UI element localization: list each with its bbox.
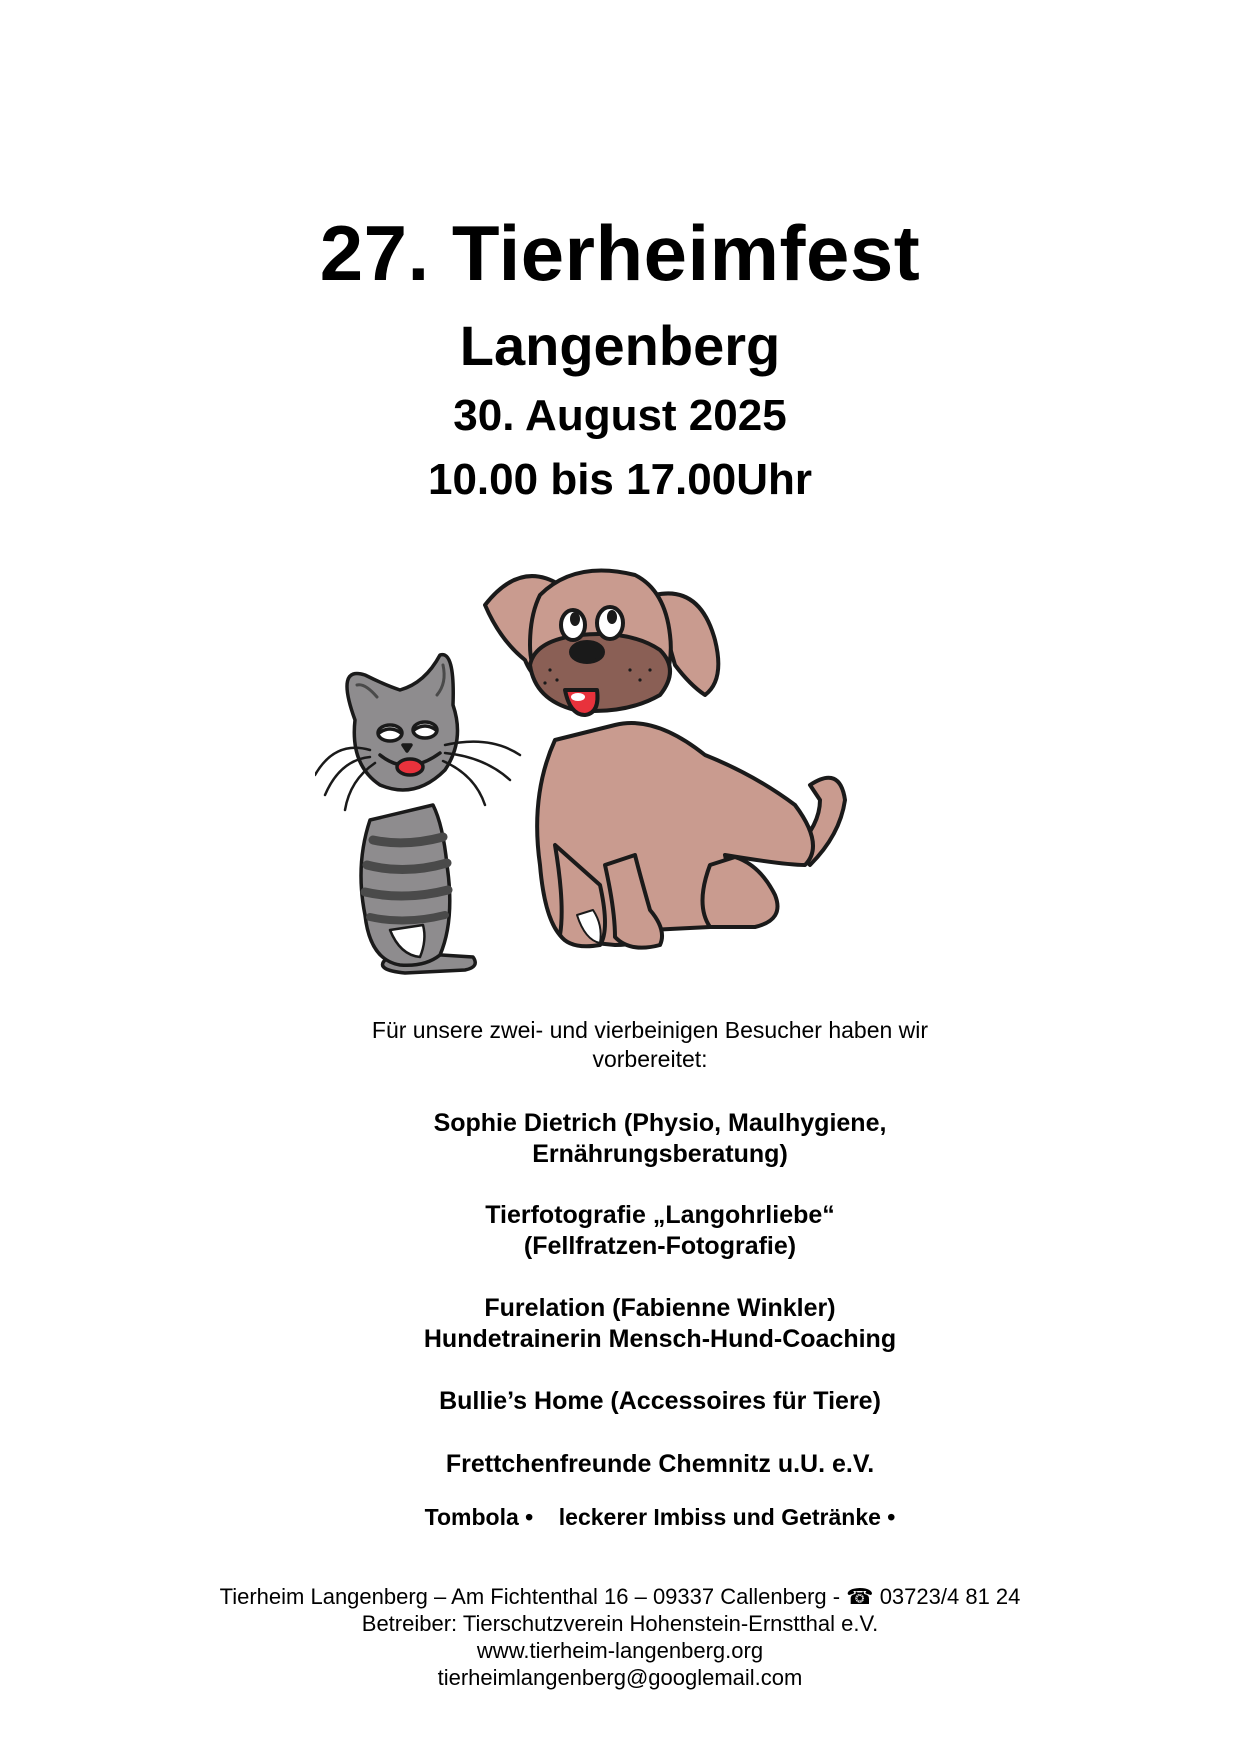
program-item	[220, 1293, 1100, 1355]
intro-line: vorbereitet:	[592, 1046, 708, 1072]
extras-line: Tombola • leckerer Imbiss und Getränke •	[424, 1504, 896, 1530]
cat-and-dog-illustration	[315, 565, 925, 985]
program-item-line: Furelation (Fabienne Winkler)	[484, 1294, 836, 1322]
program-item	[220, 1449, 1100, 1480]
intro-text	[320, 1016, 980, 1074]
program-item	[220, 1200, 1100, 1262]
footer-website[interactable]: www.tierheim-langenberg.org	[476, 1638, 764, 1663]
event-location: Langenberg	[459, 314, 781, 377]
program-item-line: Hundetrainerin Mensch-Hund-Coaching	[423, 1325, 897, 1353]
footer-email[interactable]: tierheimlangenberg@googlemail.com	[437, 1665, 803, 1690]
cat-icon	[315, 655, 520, 973]
program-item	[220, 1108, 1100, 1170]
program-item	[220, 1386, 1100, 1417]
program-item-line: (Fellfratzen-Fotografie)	[523, 1232, 797, 1260]
event-date: 30. August 2025	[453, 391, 787, 440]
program-item-line: Tierfotografie „Langohrliebe“	[485, 1201, 835, 1229]
program-item-line: Frettchenfreunde Chemnitz u.U. e.V.	[445, 1450, 875, 1478]
footer-address: Tierheim Langenberg – Am Fichtenthal 16 – 09337 Callenberg - ☎ 03723/4 81 24	[219, 1584, 1021, 1609]
event-time: 10.00 bis 17.00Uhr	[427, 455, 812, 504]
footer-operator: Betreiber: Tierschutzverein Hohenstein-Ernstthal e.V.	[361, 1611, 879, 1636]
program-item-line: Ernährungsberatung)	[532, 1140, 788, 1168]
program-item-line: Sophie Dietrich (Physio, Maulhygiene,	[433, 1109, 887, 1137]
program-item-line: Bullie’s Home (Accessoires für Tiere)	[439, 1387, 881, 1415]
intro-line: Für unsere zwei- und vierbeinigen Besucher haben wir	[371, 1017, 929, 1043]
page-title: 27. Tierheimfest	[319, 209, 921, 297]
dog-icon	[485, 571, 845, 948]
